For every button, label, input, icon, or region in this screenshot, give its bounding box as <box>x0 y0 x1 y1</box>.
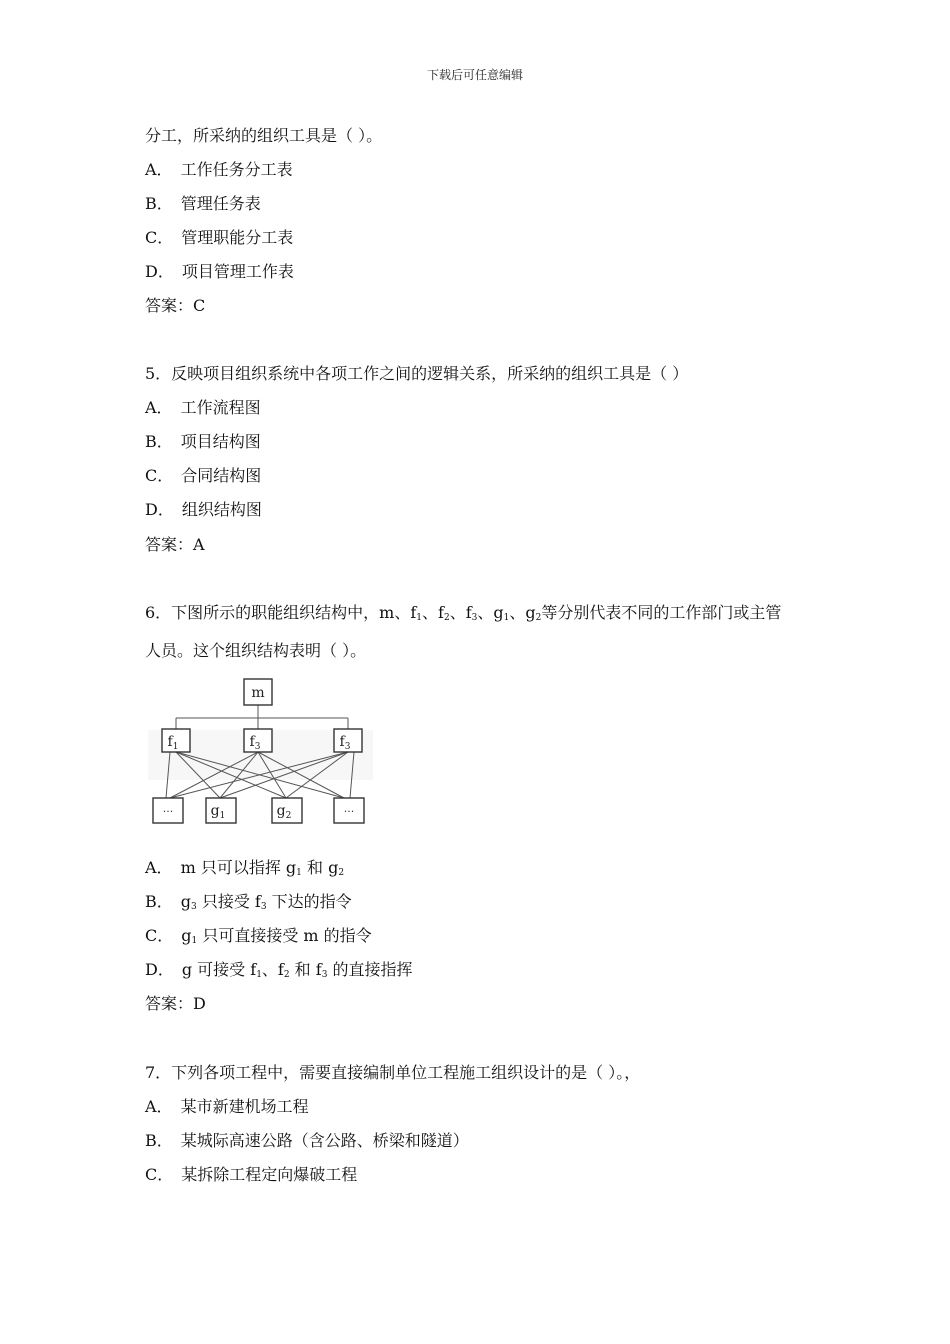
node-subscript: 3 <box>344 742 351 752</box>
subscript: 3 <box>471 613 478 623</box>
node-subscript: 2 <box>285 811 292 821</box>
node-subscript: 1 <box>219 811 226 821</box>
q5-option-a <box>145 398 261 418</box>
subscript: 2 <box>338 868 345 878</box>
option-letter: B． <box>145 1131 173 1150</box>
option-text: 、f <box>261 960 284 979</box>
q6-option-a <box>145 858 344 883</box>
option-text: 工作任务分工表 <box>180 160 293 179</box>
q4-option-c <box>145 228 293 248</box>
q7-option-c <box>145 1165 357 1185</box>
option-text: g <box>181 926 192 945</box>
stem-part: 、f <box>422 603 444 622</box>
option-text: g <box>180 892 192 911</box>
option-letter: A． <box>145 160 173 179</box>
org-structure-svg <box>148 672 373 832</box>
stem-part: 6．下图所示的职能组织结构中，m、f <box>145 603 417 622</box>
page-header: 下载后可任意编辑 <box>426 68 523 82</box>
subscript: 3 <box>321 970 328 980</box>
option-text: 和 g <box>301 858 339 877</box>
q5-answer: 答案：A <box>145 535 205 554</box>
option-text: 项目结构图 <box>180 432 261 451</box>
q5-stem: 5．反映项目组织系统中各项工作之间的逻辑关系，所采纳的组织工具是（ ） <box>145 364 689 383</box>
option-letter: A． <box>145 398 173 417</box>
subscript: 2 <box>443 613 450 623</box>
option-text: 某市新建机场工程 <box>180 1097 309 1116</box>
q5-option-b <box>145 432 261 452</box>
option-letter: D． <box>145 500 174 519</box>
option-text: 只接受 f <box>196 892 261 911</box>
subscript: 1 <box>191 936 198 946</box>
option-letter: A． <box>145 1097 173 1116</box>
option-letter: C． <box>145 466 174 485</box>
option-letter: C． <box>145 228 174 247</box>
node-letter: g <box>210 803 220 819</box>
option-letter: B． <box>145 432 173 451</box>
q4-option-b <box>145 194 261 214</box>
node-bottom-1-label: ··· <box>162 805 174 818</box>
node-letter: f <box>339 734 345 750</box>
node-subscript: 1 <box>172 742 179 752</box>
node-letter: f <box>249 734 255 750</box>
stem-part: 、f <box>449 603 472 622</box>
option-text: g 可接受 f <box>181 960 257 979</box>
node-m-label: m <box>251 685 265 701</box>
subscript: 1 <box>296 868 302 878</box>
option-text: 下达的指令 <box>266 892 352 911</box>
q5-option-d <box>145 500 262 520</box>
stem-part: 、g <box>509 603 536 622</box>
q5-option-c <box>145 466 261 486</box>
option-text: 只可直接接受 m 的指令 <box>197 926 372 945</box>
option-text: 和 f <box>289 960 322 979</box>
q7-stem: 7．下列各项工程中，需要直接编制单位工程施工组织设计的是（ ）。， <box>145 1063 641 1082</box>
q4-option-a <box>145 160 293 180</box>
subscript: 3 <box>191 902 197 912</box>
q6-answer: 答案：D <box>145 994 206 1013</box>
option-text: 项目管理工作表 <box>181 262 294 281</box>
option-letter: D． <box>145 262 174 281</box>
q6-option-d <box>145 960 413 985</box>
option-text: 工作流程图 <box>180 398 261 417</box>
node-letter: f <box>167 734 173 750</box>
subscript: 2 <box>535 613 542 623</box>
option-text: m 只可以指挥 g <box>180 858 297 877</box>
q6-option-c <box>145 926 372 951</box>
subscript: 1 <box>503 613 510 623</box>
node-subscript: 3 <box>254 742 261 752</box>
q4-option-d <box>145 262 294 282</box>
option-letter: C． <box>145 1165 174 1184</box>
option-text: 管理职能分工表 <box>181 228 294 247</box>
option-text: 组织结构图 <box>181 500 262 519</box>
option-letter: B． <box>145 892 173 911</box>
q7-option-a <box>145 1097 309 1117</box>
org-structure-diagram <box>148 672 373 832</box>
option-letter: B． <box>145 194 173 213</box>
q6-stem-line2: 人员。这个组织结构表明（ ）。 <box>145 641 367 660</box>
subscript: 1 <box>256 970 262 980</box>
option-text: 管理任务表 <box>180 194 261 213</box>
option-text: 合同结构图 <box>181 466 262 485</box>
q6-stem-line1 <box>145 603 781 628</box>
option-letter: D． <box>145 960 174 979</box>
subscript: 2 <box>283 970 290 980</box>
node-bottom-4-label: ··· <box>343 805 355 818</box>
q4-stem-tail: 分工，所采纳的组织工具是（ ）。 <box>145 126 383 145</box>
option-letter: A． <box>145 858 173 877</box>
stem-part: 等分别代表不同的工作部门或主管 <box>541 603 782 622</box>
node-letter: g <box>276 803 286 819</box>
subscript: 3 <box>260 902 267 912</box>
q6-option-b <box>145 892 352 917</box>
option-text: 某城际高速公路（含公路、桥梁和隧道） <box>180 1131 469 1150</box>
stem-part: 、g <box>477 603 504 622</box>
option-text: 某拆除工程定向爆破工程 <box>181 1165 358 1184</box>
option-letter: C． <box>145 926 174 945</box>
q7-option-b <box>145 1131 469 1151</box>
q4-answer: 答案：C <box>145 296 206 315</box>
option-text: 的直接指挥 <box>327 960 413 979</box>
subscript: 1 <box>416 613 423 623</box>
